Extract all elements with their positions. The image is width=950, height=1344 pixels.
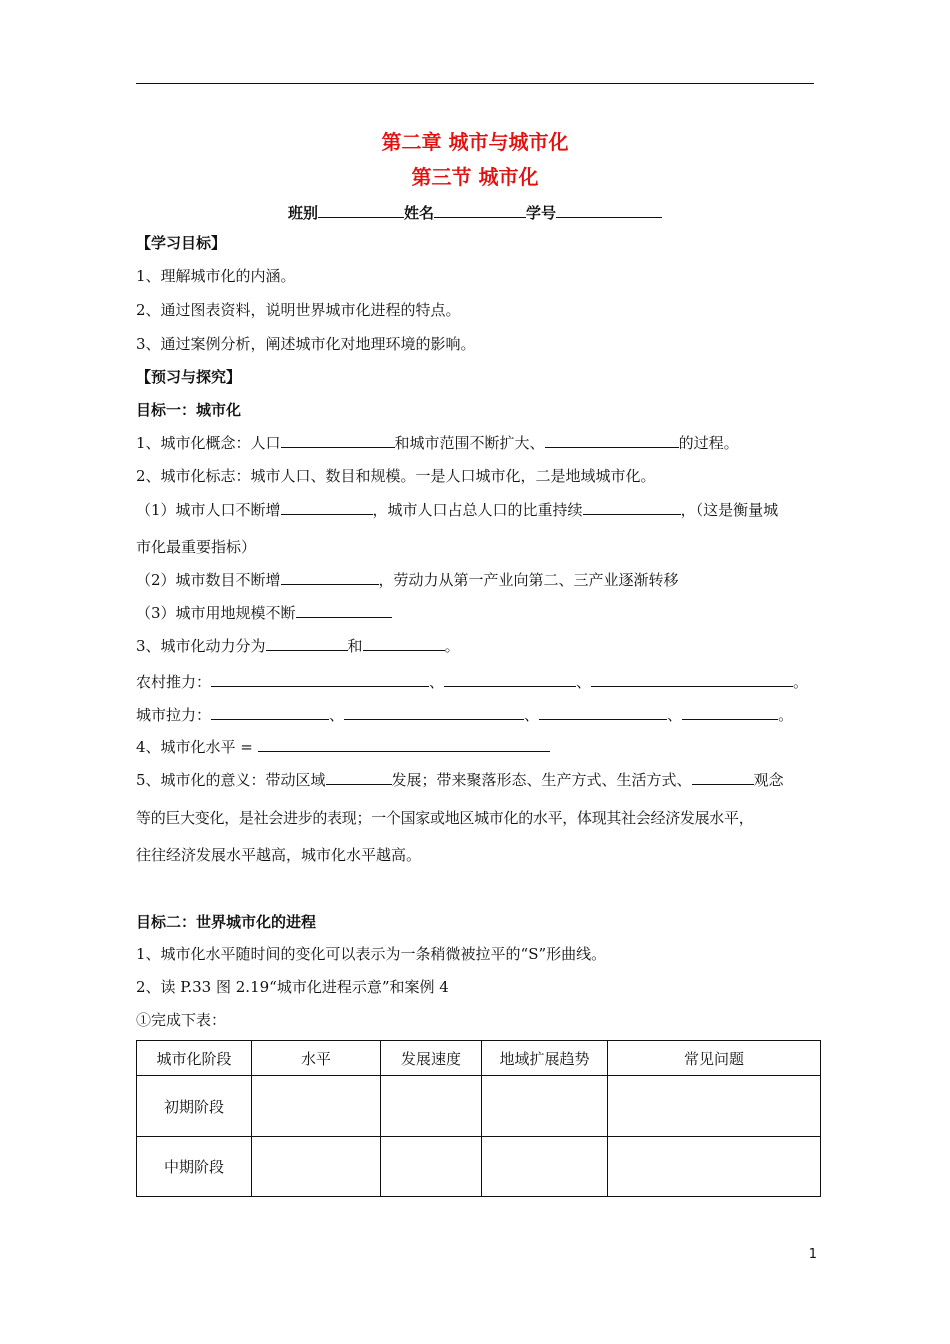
question-5: 5、城市化的意义：带动区域 发展；带来聚落形态、生产方式、生活方式、 观念 [136, 771, 784, 789]
table-row [137, 1137, 821, 1197]
answer-cell[interactable] [252, 1137, 381, 1197]
question-2: 2、城市化标志：城市人口、数目和规模。一是人口城市化，二是地域城市化。 [136, 467, 656, 485]
stage-cell: 初期阶段 [137, 1076, 252, 1137]
chapter-title: 第二章 城市与城市化 [381, 130, 569, 154]
blank-field[interactable] [444, 672, 576, 687]
target2-question-2-sub: ①完成下表： [136, 1011, 227, 1029]
table-header-cell: 发展速度 [381, 1041, 482, 1076]
blank-field[interactable] [583, 500, 681, 515]
class-label: 班别 [287, 204, 318, 222]
table-row [137, 1076, 821, 1137]
blank-field[interactable] [344, 705, 524, 720]
blank-field[interactable] [539, 705, 667, 720]
target1-heading: 目标一：城市化 [136, 401, 242, 419]
question-2-3: （3）城市用地规模不断 [136, 603, 392, 623]
student-info-row [0, 202, 950, 223]
stage-cell: 中期阶段 [137, 1137, 252, 1197]
blank-field[interactable] [266, 636, 348, 651]
answer-cell[interactable] [482, 1076, 608, 1137]
table-header-cell: 城市化阶段 [137, 1041, 252, 1076]
blank-field[interactable] [281, 500, 373, 515]
urbanization-stage-table [136, 1040, 821, 1197]
question-5-line-3: 往往经济发展水平越高，城市化水平越高。 [136, 846, 422, 864]
question-2-1: （1）城市人口不断增 ，城市人口占总人口的比重持续 ，（这是衡量城 [136, 501, 779, 519]
goal-item-2: 2、通过图表资料，说明世界城市化进程的特点。 [136, 301, 461, 319]
answer-cell[interactable] [482, 1137, 608, 1197]
question-2-1-cont: 市化最重要指标） [136, 538, 257, 556]
rural-push-row: 农村推力： 、 、 。 [136, 673, 809, 691]
table-header-cell: 地域扩展趋势 [482, 1041, 608, 1076]
goals-heading: 【学习目标】 [136, 234, 227, 252]
question-3: 3、城市化动力分为 和 。 [136, 637, 460, 655]
question-5-line-2: 等的巨大变化，是社会进步的表现；一个国家或地区城市化的水平，体现其社会经济发展水平， [136, 809, 754, 827]
name-label: 姓名 [403, 204, 434, 222]
question-4: 4、城市化水平 = [136, 737, 550, 757]
blank-field[interactable] [692, 770, 754, 785]
answer-cell[interactable] [381, 1076, 482, 1137]
blank-field[interactable] [545, 433, 679, 448]
goal-item-3: 3、通过案例分析，阐述城市化对地理环境的影响。 [136, 335, 476, 353]
blank-field[interactable] [211, 705, 329, 720]
blank-field[interactable] [326, 770, 392, 785]
blank-field[interactable] [682, 705, 778, 720]
blank-field[interactable] [363, 636, 445, 651]
urban-pull-row: 城市拉力： 、 、 、 。 [136, 706, 794, 724]
answer-cell[interactable] [608, 1137, 821, 1197]
section-title: 第三节 城市化 [411, 165, 539, 189]
name-field[interactable] [434, 203, 526, 218]
target2-heading: 目标二：世界城市化的进程 [136, 913, 317, 931]
table-header-row [137, 1041, 821, 1076]
question-1: 1、城市化概念：人口 和城市范围不断扩大、 的过程。 [136, 434, 739, 452]
blank-field[interactable] [591, 672, 793, 687]
target2-question-1: 1、城市化水平随时间的变化可以表示为一条稍微被拉平的“S”形曲线。 [136, 945, 607, 963]
blank-field[interactable] [281, 433, 395, 448]
blank-field[interactable] [296, 603, 392, 618]
top-rule [136, 83, 814, 84]
table-header-cell: 水平 [252, 1041, 381, 1076]
target2-question-2: 2、读 P.33 图 2.19“城市化进程示意”和案例 4 [136, 978, 449, 996]
class-field[interactable] [318, 203, 404, 218]
preview-heading: 【预习与探究】 [136, 368, 242, 386]
answer-cell[interactable] [252, 1076, 381, 1137]
goal-item-1: 1、理解城市化的内涵。 [136, 267, 296, 285]
question-2-2: （2）城市数目不断增 ，劳动力从第一产业向第二、三产业逐渐转移 [136, 571, 679, 589]
answer-cell[interactable] [608, 1076, 821, 1137]
blank-field[interactable] [258, 737, 550, 752]
number-label: 学号 [526, 204, 557, 222]
answer-cell[interactable] [381, 1137, 482, 1197]
blank-field[interactable] [281, 570, 379, 585]
page-number: 1 [808, 1247, 817, 1262]
blank-field[interactable] [211, 672, 429, 687]
number-field[interactable] [556, 203, 662, 218]
table-header-cell: 常见问题 [608, 1041, 821, 1076]
